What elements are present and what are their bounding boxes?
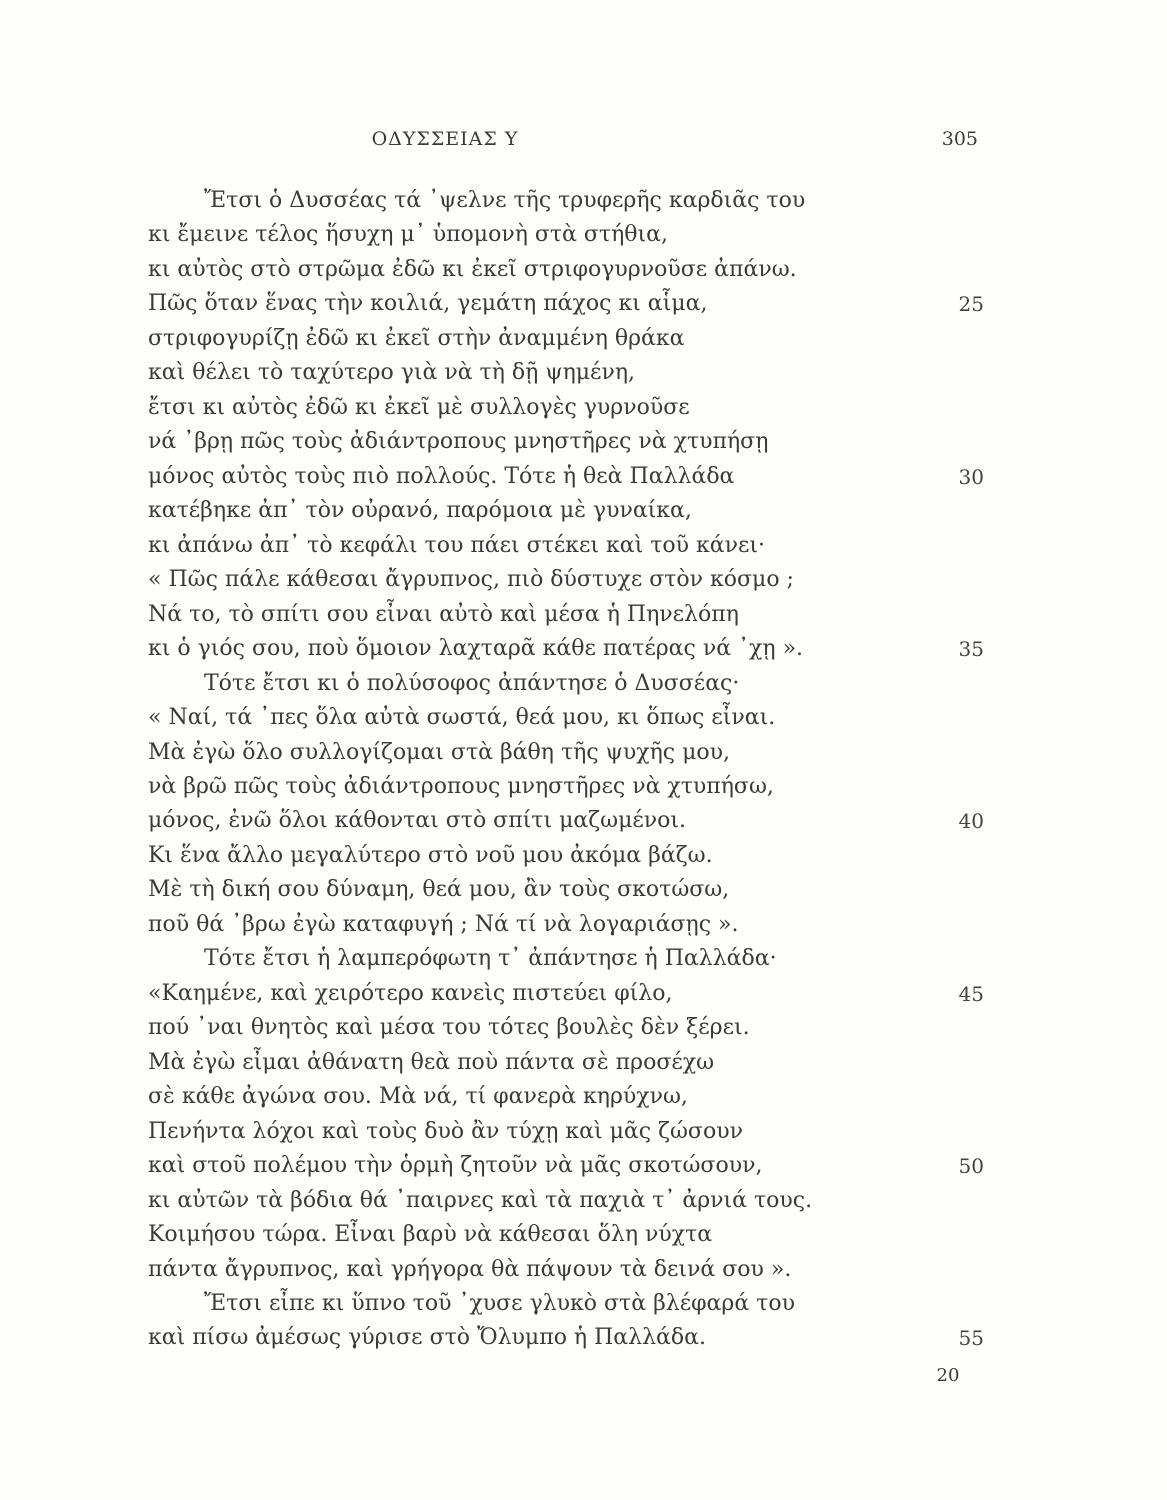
verse-line (148, 1046, 988, 1080)
verse-text: Τότε ἔτσι κι ὁ πολύσοφος ἀπάντησε ὁ Δυσσέας· (204, 670, 740, 696)
page-number: 305 (941, 128, 978, 150)
verse-text: πάντα ἄγρυπνος, καὶ γρήγορα θὰ πάψουν τὰ δεινά σου ». (148, 1256, 792, 1282)
verse-text: Πῶς ὅταν ἕνας τὴν κοιλιά, γεμάτη πάχος κι αἷμα, (148, 291, 708, 317)
verse-text: « Ναί, τά ᾽πες ὅλα αὐτὰ σωστά, θεά μου, κι ὅπως εἶναι. (148, 705, 776, 731)
verse-text: Ἔτσι ὁ Δυσσέας τά ᾽ψελνε τῆς τρυφερῆς καρδιᾶς του (204, 188, 806, 213)
running-head (0, 124, 1167, 154)
verse-line (148, 253, 988, 287)
verse-text: Τότε ἔτσι ἡ λαμπερόφωτη τ᾽ ἀπάντησε ἡ Παλλάδα· (204, 946, 777, 972)
verse-text: « Πῶς πάλε κάθεσαι ἄγρυπνος, πιὸ δύστυχε στὸν κόσμο ; (148, 567, 794, 593)
verse-text: ἔτσι κι αὐτὸς ἐδῶ κι ἐκεῖ μὲ συλλογὲς γυρνοῦσε (148, 394, 690, 420)
verse-text: νά ᾽βρῃ πῶς τοὺς ἀδιάντροπους μνηστῆρες νὰ χτυπήσῃ (148, 429, 769, 455)
verse-line (148, 1287, 988, 1321)
verse-text: σὲ κάθε ἀγώνα σου. Μὰ νά, τί φανερὰ κηρύχνω, (148, 1084, 688, 1110)
verse-line (148, 839, 988, 873)
verse-text: καὶ πίσω ἀμέσως γύρισε στὸ Ὄλυμπο ἡ Παλλάδα. (148, 1325, 706, 1351)
verse-text: Κι ἕνα ἄλλο μεγαλύτερο στὸ νοῦ μου ἀκόμα βάζω. (148, 842, 713, 868)
running-title: ΟΔΥΣΣΕΙΑΣ Υ (371, 128, 519, 150)
signature-mark: 20 (936, 1365, 960, 1386)
verse-line (148, 1115, 988, 1149)
verse-line (148, 804, 988, 838)
verse-line (148, 460, 988, 494)
verse-line (148, 667, 988, 701)
verse-line (148, 736, 988, 770)
verse-text: στριφογυρίζῃ ἐδῶ κι ἐκεῖ στὴν ἀναμμένη θράκα (148, 325, 685, 351)
line-number: 55 (958, 1326, 984, 1351)
verse-line (148, 701, 988, 735)
verse-text: Πενήντα λόχοι καὶ τοὺς δυὸ ἂν τύχῃ καὶ μᾶς ζώσουν (148, 1118, 743, 1144)
verse-line (148, 425, 988, 459)
verse-line (148, 494, 988, 528)
line-number: 45 (958, 981, 984, 1006)
verse-line (148, 873, 988, 907)
verse-text: πού ᾽ναι θνητὸς καὶ μέσα του τότες βουλὲς δὲν ξέρει. (148, 1015, 750, 1041)
verse-line (148, 1321, 988, 1355)
verse-text: μόνος αὐτὸς τοὺς πιὸ πολλούς. Τότε ἡ θεὰ Παλλάδα (148, 463, 735, 489)
verse-text: νὰ βρῶ πῶς τοὺς ἀδιάντροπους μνηστῆρες νὰ χτυπήσω, (148, 773, 774, 799)
verse-line (148, 1080, 988, 1114)
verse-text: κι ἔμεινε τέλος ἥσυχη μ᾽ ὑπομονὴ στὰ στήθια, (148, 222, 668, 248)
verse-line (148, 977, 988, 1011)
verse-text: Νά το, τὸ σπίτι σου εἶναι αὐτὸ καὶ μέσα ἡ Πηνελόπη (148, 601, 739, 627)
verse-text: Μὰ ἐγὼ ὅλο συλλογίζομαι στὰ βάθη τῆς ψυχῆς μου, (148, 739, 730, 765)
verse-line (148, 770, 988, 804)
verse-text: Μὰ ἐγὼ εἶμαι ἀθάνατη θεὰ ποὺ πάντα σὲ προσέχω (148, 1049, 715, 1075)
verse-text: κι ὁ γιός σου, ποὺ ὅμοιον λαχταρᾶ κάθε πατέρας νά ᾽χῃ ». (148, 636, 804, 662)
verse-text: κι αὐτὸς στὸ στρῶμα ἐδῶ κι ἐκεῖ στριφογυρνοῦσε ἀπάνω. (148, 256, 797, 282)
verse-block (148, 184, 988, 1356)
verse-text: καὶ θέλει τὸ ταχύτερο γιὰ νὰ τὴ δῇ ψημένη, (148, 360, 635, 386)
line-number: 35 (958, 637, 984, 662)
verse-line (148, 529, 988, 563)
verse-line (148, 1011, 988, 1045)
verse-line (148, 908, 988, 942)
verse-text: κι ἀπάνω ἀπ᾽ τὸ κεφάλι του πάει στέκει καὶ τοῦ κάνει· (148, 532, 766, 558)
verse-text: Ἔτσι εἶπε κι ὕπνο τοῦ ᾽χυσε γλυκὸ στὰ βλέφαρά του (204, 1291, 795, 1316)
verse-text: Μὲ τὴ δική σου δύναμη, θεά μου, ἂν τοὺς σκοτώσω, (148, 877, 730, 903)
verse-line (148, 1218, 988, 1252)
verse-line (148, 287, 988, 321)
verse-text: κι αὐτῶν τὰ βόδια θά ᾽παιρνες καὶ τὰ παχιὰ τ᾽ ἀρνιά τους. (148, 1187, 813, 1213)
verse-text: μόνος, ἐνῶ ὅλοι κάθονται στὸ σπίτι μαζωμένοι. (148, 808, 687, 834)
verse-line (148, 1149, 988, 1183)
verse-text: Κοιμήσου τώρα. Εἶναι βαρὺ νὰ κάθεσαι ὅλη νύχτα (148, 1222, 713, 1248)
line-number: 50 (958, 1154, 984, 1179)
line-number: 25 (958, 292, 984, 317)
verse-text: «Καημένε, καὶ χειρότερο κανεὶς πιστεύει φίλο, (148, 980, 673, 1006)
verse-line (148, 184, 988, 218)
line-number: 40 (958, 809, 984, 834)
verse-line (148, 391, 988, 425)
verse-line (148, 1253, 988, 1287)
verse-line (148, 218, 988, 252)
verse-line (148, 563, 988, 597)
line-number: 30 (958, 464, 984, 489)
verse-line (148, 322, 988, 356)
verse-line (148, 1184, 988, 1218)
verse-text: καὶ στοῦ πολέμου τὴν ὁρμὴ ζητοῦν νὰ μᾶς σκοτώσουν, (148, 1153, 763, 1179)
verse-text: κατέβηκε ἀπ᾽ τὸν οὐρανό, παρόμοια μὲ γυναίκα, (148, 498, 692, 524)
verse-text: ποῦ θά ᾽βρω ἐγὼ καταφυγή ; Νά τί νὰ λογαριάσῃς ». (148, 911, 739, 937)
verse-line (148, 632, 988, 666)
verse-line (148, 356, 988, 390)
verse-line (148, 598, 988, 632)
verse-line (148, 942, 988, 976)
